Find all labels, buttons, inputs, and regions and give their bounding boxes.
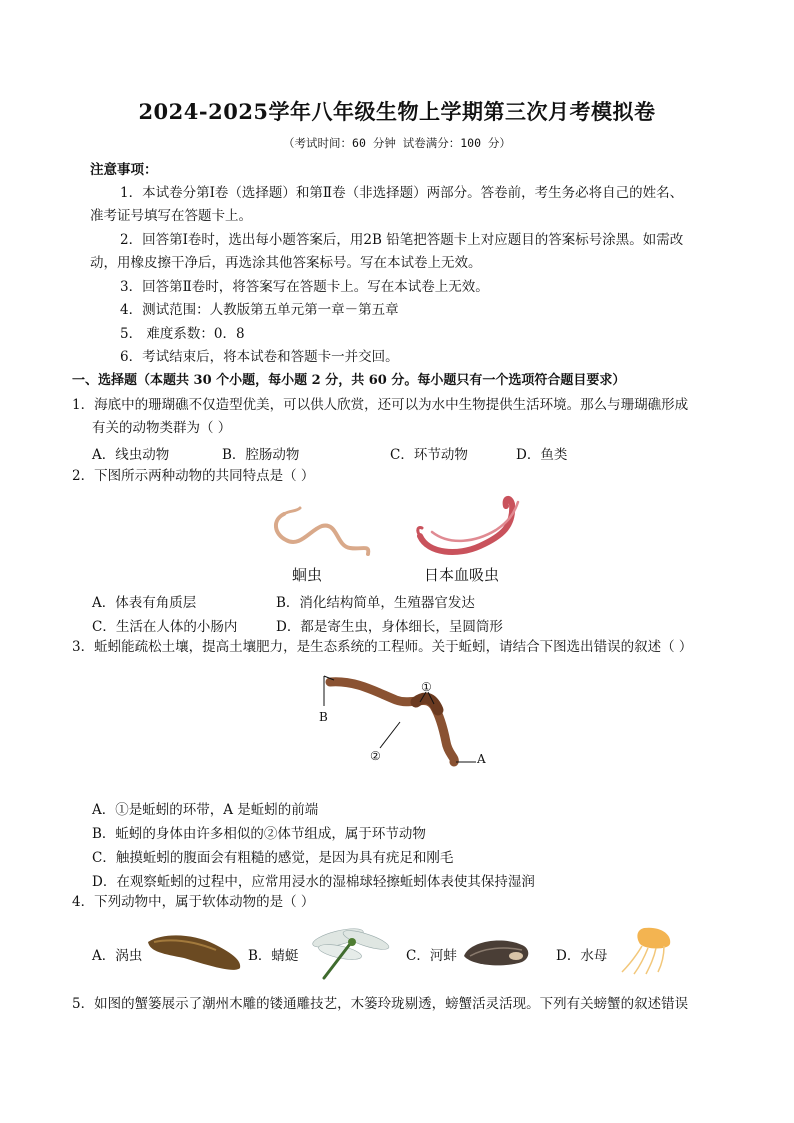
q4-option-c[interactable]: C．河蚌 [406, 948, 457, 964]
earthworm-diagram [316, 672, 496, 772]
q2-caption-roundworm: 蛔虫 [292, 566, 323, 584]
q5-stem: 5．如图的蟹篓展示了潮州木雕的镂通雕技艺，木篓玲珑剔透，螃蟹活灵活现。下列有关螃蟹的叙述错误 [72, 996, 689, 1012]
earthworm-label-clitellum: ① [421, 680, 432, 694]
q2-stem: 2．下图所示两种动物的共同特点是（ ） [72, 468, 315, 484]
q2-option-d[interactable]: D．都是寄生虫，身体细长，呈圆筒形 [276, 619, 503, 635]
schistosome-image [410, 492, 530, 562]
q1-option-d[interactable]: D．鱼类 [516, 447, 568, 463]
flatworm-image [144, 930, 244, 974]
q2-option-c[interactable]: C．生活在人体的小肠内 [92, 619, 238, 635]
q2-caption-schistosome: 日本血吸虫 [424, 566, 500, 584]
note-2: 2．回答第Ⅰ卷时，选出每小题答案后，用2B 铅笔把答题卡上对应题目的答案标号涂黑。如需改 [120, 232, 684, 248]
q4-stem: 4．下列动物中，属于软体动物的是（ ） [72, 894, 315, 910]
q4-option-a[interactable]: A．涡虫 [92, 948, 143, 964]
notes-heading: 注意事项： [90, 162, 158, 178]
q3-option-c[interactable]: C．触摸蚯蚓的腹面会有粗糙的感觉，是因为具有疣足和刚毛 [92, 850, 454, 866]
q3-option-d[interactable]: D．在观察蚯蚓的过程中，应常用浸水的湿棉球轻擦蚯蚓体表使其保持湿润 [92, 874, 535, 890]
q2-option-b[interactable]: B．消化结构简单，生殖器官发达 [276, 595, 475, 611]
roundworm-image [270, 500, 380, 562]
earthworm-label-segment: ② [370, 749, 381, 763]
q3-option-b[interactable]: B．蚯蚓的身体由许多相似的②体节组成，属于环节动物 [92, 826, 426, 842]
q1-option-c[interactable]: C．环节动物 [390, 447, 468, 463]
note-5: 5． 难度系数：0．8 [120, 326, 245, 342]
q1-stem-cont: 有关的动物类群为（ ） [92, 420, 232, 436]
mussel-image [460, 934, 532, 968]
note-1-cont: 准考证号填写在答题卡上。 [90, 208, 252, 224]
note-1: 1．本试卷分第Ⅰ卷（选择题）和第Ⅱ卷（非选择题）两部分。答卷前，考生务必将自己的姓名、 [120, 185, 684, 201]
note-2-cont: 动，用橡皮擦干净后，再选涂其他答案标号。写在本试卷上无效。 [90, 255, 482, 271]
q3-option-a[interactable]: A．①是蚯蚓的环带，A 是蚯蚓的前端 [92, 802, 319, 818]
q4-option-b[interactable]: B．蜻蜓 [248, 948, 299, 964]
note-6: 6．考试结束后，将本试卷和答题卡一并交回。 [120, 349, 399, 365]
section-heading: 一、选择题（本题共 30 个小题，每小题 2 分，共 60 分。每小题只有一个选项符合题目要求） [72, 373, 626, 388]
q1-stem: 1．海底中的珊瑚礁不仅造型优美，可以供人欣赏，还可以为水中生物提供生活环境。那么与珊瑚礁形成 [72, 397, 689, 413]
dragonfly-image [310, 922, 394, 982]
page-title: 2024-2025学年八年级生物上学期第三次月考模拟卷 [138, 99, 656, 124]
note-4: 4．测试范围：人教版第五单元第一章－第五章 [120, 302, 399, 318]
q1-option-a[interactable]: A．线虫动物 [92, 447, 170, 463]
earthworm-label-a: A [477, 752, 486, 766]
note-3: 3．回答第Ⅱ卷时，将答案写在答题卡上。写在本试卷上无效。 [120, 279, 489, 295]
q3-stem: 3．蚯蚓能疏松土壤，提高土壤肥力，是生态系统的工程师。关于蚯蚓，请结合下图选出错误的叙述（ ） [72, 639, 693, 655]
earthworm-label-b: B [319, 710, 328, 724]
q2-option-a[interactable]: A．体表有角质层 [92, 595, 197, 611]
exam-info: （考试时间：60 分钟 试卷满分：100 分） [283, 136, 511, 150]
jellyfish-image [616, 924, 682, 976]
q1-option-b[interactable]: B．腔肠动物 [222, 447, 300, 463]
q4-option-d[interactable]: D．水母 [556, 948, 608, 964]
